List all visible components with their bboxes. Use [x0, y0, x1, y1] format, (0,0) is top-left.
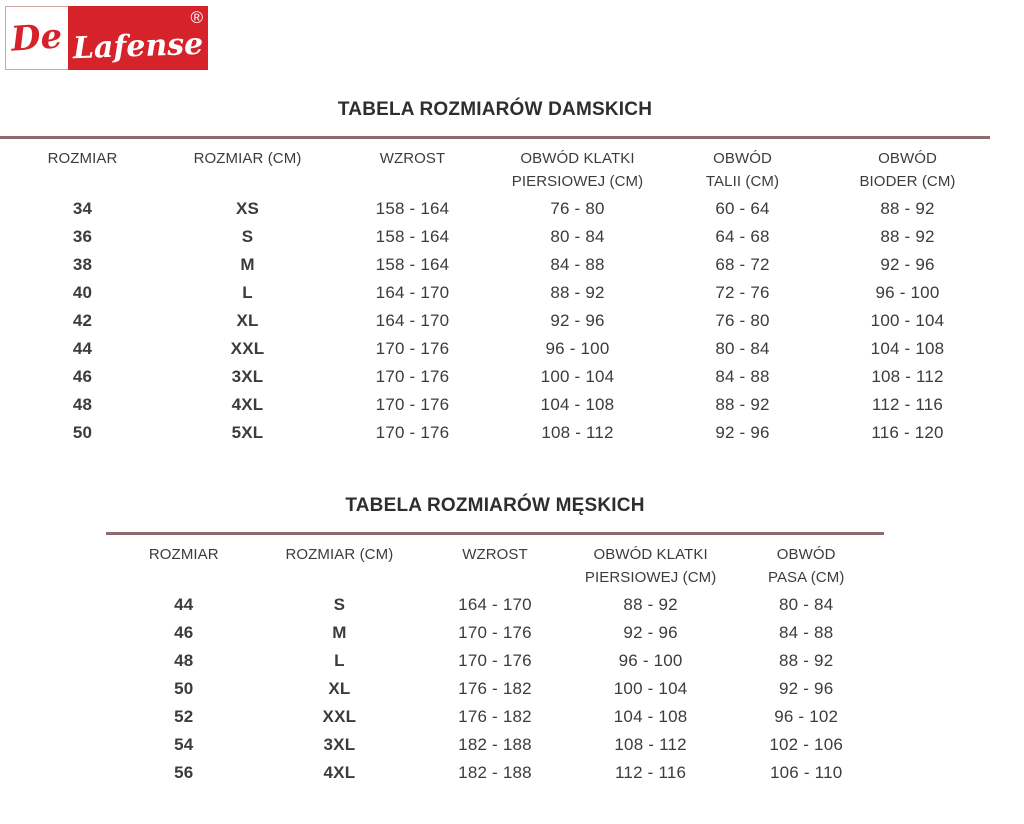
- table-cell: 76 - 80: [715, 311, 770, 330]
- table-cell: 92 - 96: [715, 423, 770, 442]
- registered-trademark-icon: ®: [190, 8, 203, 27]
- table-row: [106, 647, 884, 675]
- table-row: [0, 195, 990, 223]
- women-table-body: [0, 195, 990, 447]
- table-cell: 96 - 100: [875, 283, 940, 302]
- table-cell: 176 - 182: [458, 679, 532, 698]
- table-cell: 170 - 176: [375, 367, 450, 386]
- table-cell: 88 - 92: [550, 283, 605, 302]
- table-row: [0, 363, 990, 391]
- table-cell: XL: [328, 679, 351, 698]
- table-cell: 36: [72, 227, 93, 246]
- table-cell: 170 - 176: [375, 339, 450, 358]
- women-table-title: TABELA ROZMIARÓW DAMSKICH: [337, 99, 653, 120]
- table-row: [106, 619, 884, 647]
- table-cell: 88 - 92: [880, 199, 935, 218]
- table-row: [0, 307, 990, 335]
- table-cell: 164 - 170: [375, 311, 450, 330]
- table-cell: 50: [72, 423, 93, 442]
- table-cell: 170 - 176: [458, 651, 532, 670]
- table-cell: 3XL: [323, 735, 356, 754]
- table-cell: 104 - 108: [613, 707, 688, 726]
- table-cell: 38: [72, 255, 93, 274]
- table-cell: 3XL: [231, 367, 264, 386]
- women-size-table: [0, 136, 990, 447]
- table-cell: 108 - 112: [541, 423, 614, 442]
- table-cell: XL: [236, 311, 259, 330]
- table-cell: 96 - 102: [774, 707, 839, 726]
- table-cell: 106 - 110: [770, 763, 843, 782]
- table-row: [0, 335, 990, 363]
- column-header: ROZMIAR: [47, 150, 118, 167]
- table-cell: 84 - 88: [550, 255, 605, 274]
- table-row: [106, 731, 884, 759]
- table-cell: 96 - 100: [545, 339, 610, 358]
- table-cell: 164 - 170: [375, 283, 450, 302]
- column-header: ROZMIAR: [148, 546, 219, 563]
- table-cell: 56: [174, 763, 194, 782]
- men-table-body: [106, 591, 884, 787]
- table-cell: XXL: [230, 339, 265, 358]
- men-size-table-section: [0, 495, 990, 787]
- table-cell: 84 - 88: [779, 623, 834, 642]
- men-table-header-row: [106, 543, 884, 589]
- table-row: [0, 251, 990, 279]
- table-cell: L: [334, 651, 345, 670]
- table-cell: 4XL: [323, 763, 356, 782]
- table-cell: 60 - 64: [715, 199, 770, 218]
- table-cell: 104 - 108: [870, 339, 945, 358]
- table-cell: L: [242, 283, 253, 302]
- table-row: [0, 279, 990, 307]
- table-cell: S: [241, 227, 254, 246]
- table-cell: 116 - 120: [871, 423, 944, 442]
- table-cell: 108 - 112: [871, 367, 944, 386]
- table-cell: 182 - 188: [458, 763, 532, 782]
- table-row: [106, 759, 884, 787]
- table-cell: 164 - 170: [458, 595, 532, 614]
- table-cell: 88 - 92: [880, 227, 935, 246]
- table-row: [0, 223, 990, 251]
- table-row: [0, 391, 990, 419]
- women-size-table-section: [0, 99, 990, 447]
- table-cell: 102 - 106: [769, 735, 844, 754]
- table-cell: 80 - 84: [779, 595, 834, 614]
- logo-de-text: De: [10, 16, 64, 60]
- table-cell: XS: [235, 199, 260, 218]
- table-cell: 170 - 176: [375, 395, 450, 414]
- table-cell: 44: [174, 595, 194, 614]
- table-cell: 44: [72, 339, 93, 358]
- table-cell: 92 - 96: [550, 311, 605, 330]
- table-cell: 96 - 100: [618, 651, 683, 670]
- table-cell: 80 - 84: [715, 339, 770, 358]
- table-cell: 5XL: [231, 423, 264, 442]
- table-cell: 100 - 104: [870, 311, 945, 330]
- table-cell: 88 - 92: [623, 595, 678, 614]
- column-header: ROZMIAR (CM): [193, 150, 302, 167]
- table-cell: 52: [174, 707, 194, 726]
- table-row: [106, 591, 884, 619]
- table-cell: 92 - 96: [779, 679, 834, 698]
- table-cell: 54: [174, 735, 194, 754]
- table-cell: 68 - 72: [715, 255, 770, 274]
- table-cell: 40: [72, 283, 93, 302]
- table-cell: 104 - 108: [540, 395, 615, 414]
- column-header: OBWÓD TALII (CM): [705, 150, 780, 190]
- table-cell: 182 - 188: [458, 735, 532, 754]
- table-cell: 80 - 84: [550, 227, 605, 246]
- table-cell: S: [333, 595, 346, 614]
- column-header: OBWÓD BIODER (CM): [859, 150, 956, 190]
- table-cell: 48: [174, 651, 194, 670]
- table-cell: 158 - 164: [375, 199, 450, 218]
- table-cell: 42: [72, 311, 93, 330]
- column-header: ROZMIAR (CM): [285, 546, 394, 563]
- table-cell: 88 - 92: [715, 395, 770, 414]
- table-cell: 108 - 112: [614, 735, 687, 754]
- table-cell: 170 - 176: [375, 423, 450, 442]
- table-cell: 50: [174, 679, 194, 698]
- table-cell: 84 - 88: [715, 367, 770, 386]
- women-table-header-row: [0, 147, 990, 193]
- table-cell: 100 - 104: [540, 367, 615, 386]
- table-cell: 158 - 164: [375, 255, 450, 274]
- column-header: OBWÓD KLATKI PIERSIOWEJ (CM): [584, 546, 717, 586]
- table-cell: 4XL: [231, 395, 264, 414]
- table-cell: 88 - 92: [779, 651, 834, 670]
- table-cell: 92 - 96: [623, 623, 678, 642]
- table-cell: 72 - 76: [715, 283, 770, 302]
- table-cell: 176 - 182: [458, 707, 532, 726]
- table-cell: 100 - 104: [613, 679, 688, 698]
- men-size-table: [106, 532, 884, 787]
- table-cell: M: [332, 623, 347, 642]
- table-cell: 92 - 96: [880, 255, 935, 274]
- table-cell: 48: [72, 395, 93, 414]
- table-cell: 112 - 116: [615, 763, 687, 782]
- table-cell: 158 - 164: [375, 227, 450, 246]
- table-cell: 46: [174, 623, 194, 642]
- table-cell: 76 - 80: [550, 199, 605, 218]
- logo-lafense-text: Lafense: [72, 26, 204, 67]
- table-cell: 46: [72, 367, 93, 386]
- table-row: [106, 675, 884, 703]
- table-row: [106, 703, 884, 731]
- table-cell: 112 - 116: [871, 395, 944, 414]
- table-cell: 64 - 68: [715, 227, 770, 246]
- column-header: WZROST: [462, 546, 528, 563]
- column-header: OBWÓD PASA (CM): [767, 546, 845, 586]
- table-cell: XXL: [322, 707, 357, 726]
- men-table-title: TABELA ROZMIARÓW MĘSKICH: [345, 495, 645, 516]
- table-cell: M: [240, 255, 255, 274]
- table-cell: 170 - 176: [458, 623, 532, 642]
- column-header: OBWÓD KLATKI PIERSIOWEJ (CM): [511, 150, 644, 190]
- table-cell: 34: [72, 199, 93, 218]
- column-header: WZROST: [379, 150, 446, 167]
- table-row: [0, 419, 990, 447]
